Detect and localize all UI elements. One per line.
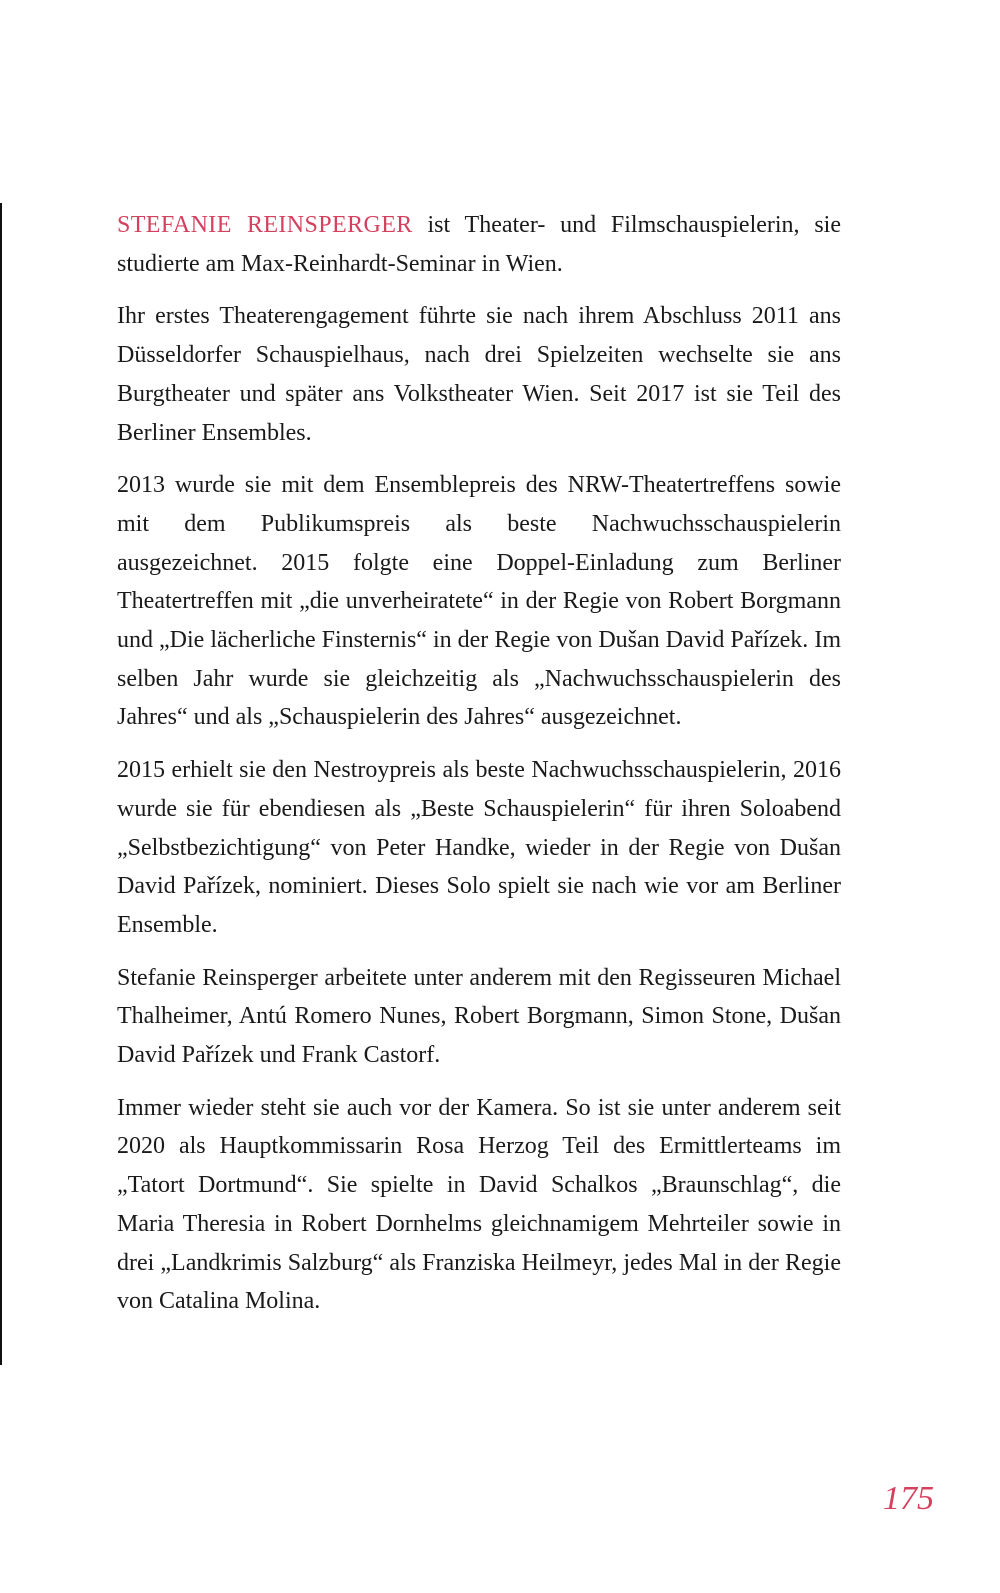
paragraph-directors: Stefanie Reinsperger arbeitete unter anderem mit den Regisseuren Michael Thalheimer, Antú Romero Nunes, Robert Borgmann, Simon Stone, Dušan David Pařízek und Frank Castorf. (117, 964, 841, 1069)
paragraph-nestroy: 2015 erhielt sie den Nestroypreis als beste Nachwuchsschauspielerin, 2016 wurde sie für ebendiesen als „Beste Schauspielerin“ für ihren Soloabend „Selbstbezichtigung“ von Peter Handke, wieder in der Regie von Dušan David Pařízek, nominiert. Dieses Solo spielt sie nach wie vor am Berliner Ensemble. (117, 757, 841, 938)
intro-paragraph (117, 206, 841, 283)
paragraph-career-start: Ihr erstes Theaterengagement führte sie nach ihrem Abschluss 2011 ans Düsseldorfer Schauspielhaus, nach drei Spielzeiten wechselte sie ans Burgtheater und später ans Volkstheater Wien. Seit 2017 ist sie Teil des Berliner Ensembles. (117, 303, 841, 446)
page-number: 175 (883, 1480, 934, 1517)
intro-text: ist Theater- und Filmschauspielerin, sie studierte am Max-Reinhardt-Seminar in Wien. (117, 212, 842, 277)
biography-text (117, 206, 841, 1335)
left-margin-rule (0, 203, 2, 1365)
author-name: STEFANIE REINSPERGER (117, 212, 413, 238)
paragraph-awards: 2013 wurde sie mit dem Ensemblepreis des NRW-Theatertreffens sowie mit dem Publikumspreis als beste Nachwuchsschauspielerin ausgezeichnet. 2015 folgte eine Doppel-Einladung zum Berliner Theatertreffen mit „die unverheiratete“ in der Regie von Robert Borgmann und „Die lächerliche Finsternis“ in der Regie von Dušan David Pařízek. Im selben Jahr wurde sie gleichzeitig als „Nachwuchsschauspielerin des Jahres“ und als „Schauspielerin des Jahres“ ausgezeichnet. (117, 472, 841, 731)
paragraph-film-tv: Immer wieder steht sie auch vor der Kamera. So ist sie unter anderem seit 2020 als Hauptkommissarin Rosa Herzog Teil des Ermittlerteams im „Tatort Dortmund“. Sie spielte in David Schalkos „Braunschlag“, die Maria Theresia in Robert Dornhelms gleichnamigem Mehrteiler sowie in drei „Landkrimis Salzburg“ als Franziska Heilmeyr, jedes Mal in der Regie von Catalina Molina. (117, 1094, 841, 1315)
